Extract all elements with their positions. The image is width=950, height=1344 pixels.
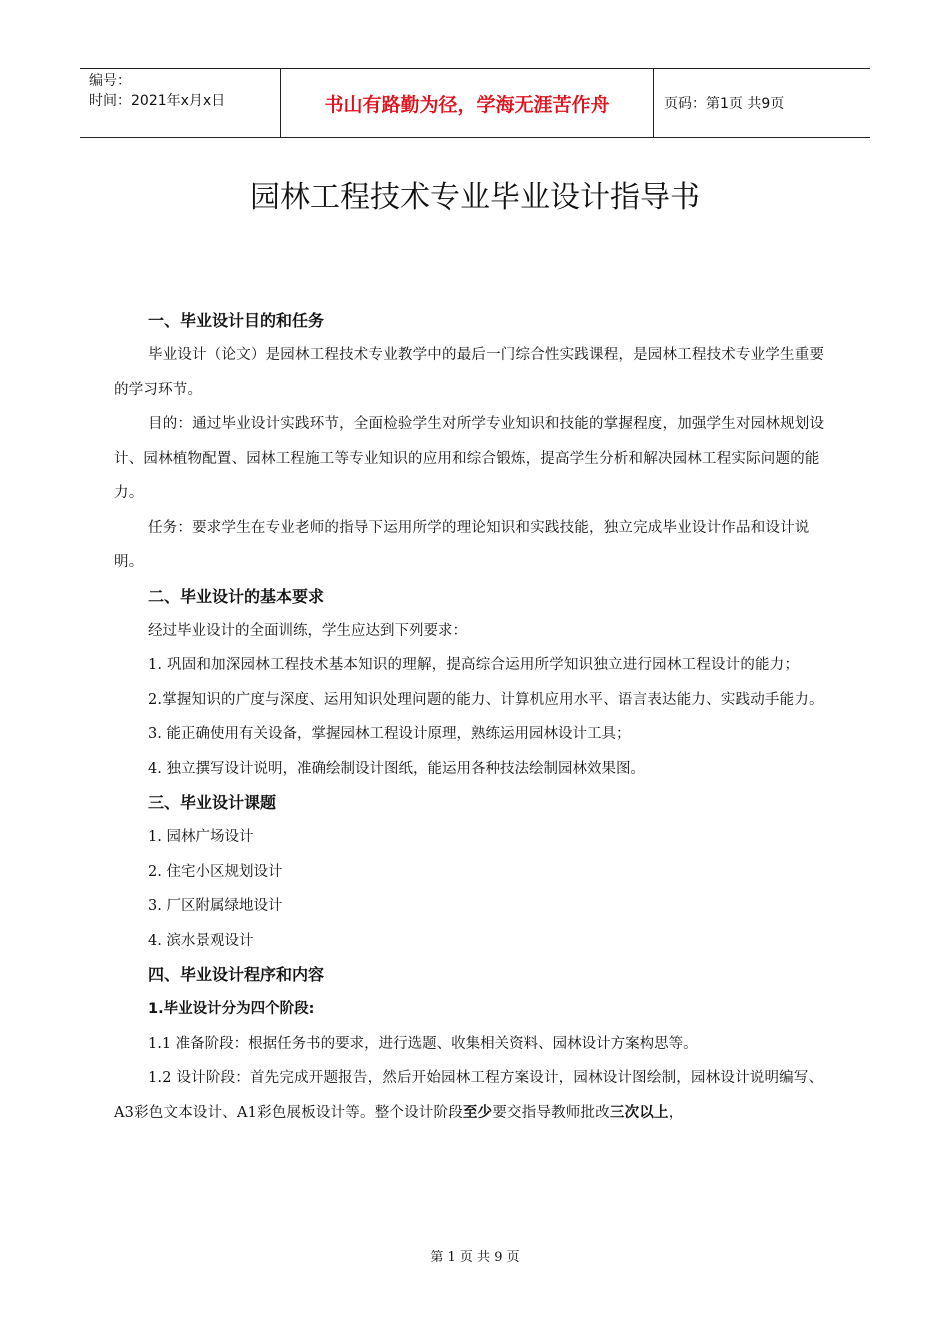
- requirement-item: 2.掌握知识的广度与深度、运用知识处理问题的能力、计算机应用水平、语言表达能力、实践动手能力。: [148, 691, 824, 708]
- section-heading-3: 三、毕业设计课题: [148, 793, 277, 812]
- header-meta: [80, 69, 280, 137]
- emphasis-text: 三次以上: [609, 1103, 669, 1121]
- paragraph: 1.1 准备阶段：根据任务书的要求，进行选题、收集相关资料、园林设计方案构思等。: [148, 1035, 698, 1052]
- topic-item: 4. 滨水景观设计: [148, 932, 254, 949]
- topic-item: 2. 住宅小区规划设计: [148, 863, 283, 880]
- requirement-item: 4. 独立撰写设计说明，准确绘制设计图纸，能运用各种技法绘制园林效果图。: [148, 760, 645, 777]
- section-heading-1: 一、毕业设计目的和任务: [148, 311, 325, 330]
- paragraph-text: 1.2 设计阶段：首先完成开题报告，然后开始园林工程方案设计，园林设计图绘制，园林设计说明编写、A3彩色文本设计、A1彩色展板设计等。整个设计阶段: [114, 1070, 824, 1121]
- section-heading-4: 四、毕业设计程序和内容: [148, 965, 325, 984]
- header-motto: 书山有路勤为径，学海无涯苦作舟: [280, 69, 654, 137]
- document-header: [80, 68, 870, 138]
- paragraph: 毕业设计（论文）是园林工程技术专业教学中的最后一门综合性实践课程，是园林工程技术专业学生重要的学习环节。: [114, 347, 825, 398]
- paragraph: 任务：要求学生在专业老师的指导下运用所学的理论知识和实践技能，独立完成毕业设计作品和设计说明。: [114, 519, 810, 570]
- document-body: [114, 306, 836, 1130]
- paragraph: 目的：通过毕业设计实践环节，全面检验学生对所学专业知识和技能的掌握程度，加强学生对园林规划设计、园林植物配置、园林工程施工等专业知识的应用和综合锻炼，提高学生分析和解决园林工程实际问题的能力。: [114, 416, 825, 501]
- topic-item: 3. 厂区附属绿地设计: [148, 898, 283, 914]
- subheading: 1.毕业设计分为四个阶段:: [148, 1001, 315, 1017]
- paragraph-text: ，: [668, 1104, 684, 1121]
- requirement-item: 3. 能正确使用有关设备，掌握园林工程设计原理，熟练运用园林设计工具；: [148, 726, 631, 742]
- paragraph-text: 要交指导教师批改: [492, 1104, 610, 1121]
- topic-item: 1. 园林广场设计: [148, 829, 254, 845]
- document-title: 园林工程技术专业毕业设计指导书: [250, 180, 700, 215]
- number-label: 编号：: [89, 73, 131, 89]
- date-line: 时间：2021年x月x日: [89, 93, 226, 109]
- emphasis-text: 至少: [462, 1103, 493, 1121]
- page-footer: 第 1 页 共 9 页: [430, 1250, 520, 1265]
- header-page-info: 页码：第1页 共9页: [664, 96, 785, 112]
- section-heading-2: 二、毕业设计的基本要求: [148, 586, 325, 606]
- paragraph: 经过毕业设计的全面训练，学生应达到下列要求：: [148, 622, 467, 639]
- requirement-item: 1. 巩固和加深园林工程技术基本知识的理解，提高综合运用所学知识独立进行园林工程设计的能力；: [148, 657, 800, 673]
- paragraph: [114, 1061, 836, 1130]
